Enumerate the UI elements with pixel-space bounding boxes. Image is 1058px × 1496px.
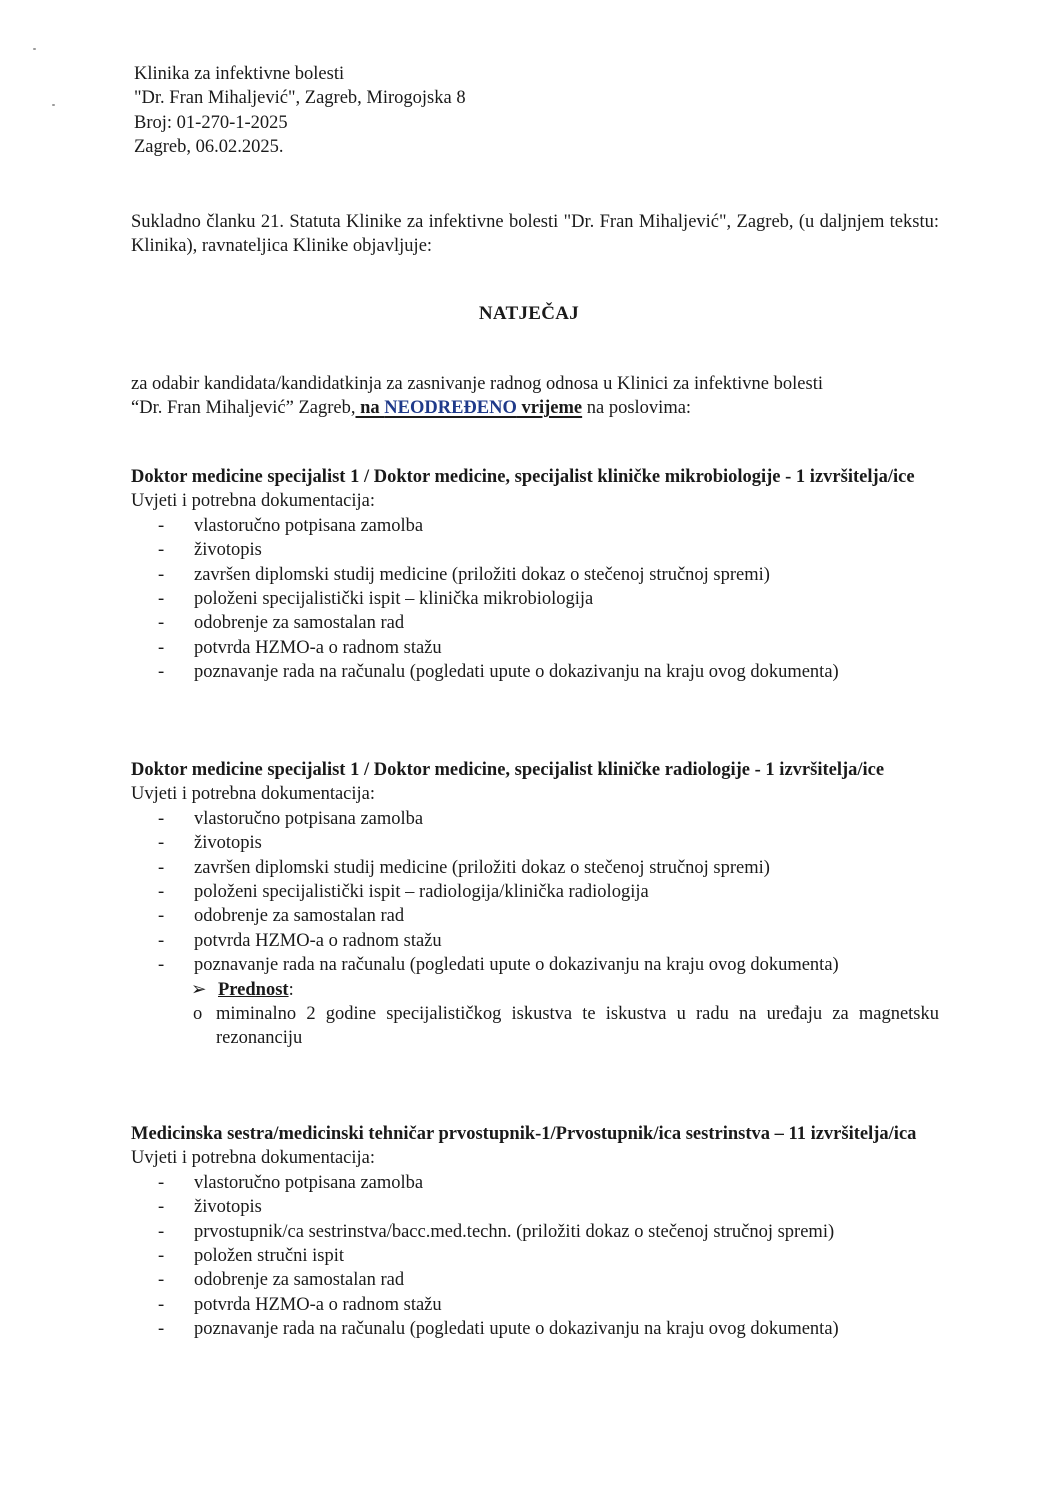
- intro-paragraph: Sukladno članku 21. Statuta Klinike za infektivne bolesti "Dr. Fran Mihaljević", Zagreb, (u daljnjem tekstu: Klinika), ravnateljica Klinike objavljuje:: [131, 212, 939, 257]
- requirement-item: - životopis: [131, 1195, 939, 1219]
- institution-name: Klinika za infektivne bolesti: [134, 64, 345, 84]
- preference-item: [131, 1002, 939, 1051]
- requirement-item: - prvostupnik/ca sestrinstva/bacc.med.techn. (priložiti dokaz o stečenoj stručnoj spremi): [131, 1220, 939, 1244]
- employment-term-highlight: [355, 398, 582, 418]
- requirement-item: - poznavanje rada na računalu (pogledati upute o dokazivanju na kraju ovog dokumenta): [131, 953, 939, 977]
- document-number: Broj: 01-270-1-2025: [134, 112, 288, 133]
- conditions-label: Uvjeti i potrebna dokumentacija:: [131, 1148, 376, 1169]
- requirement-item: - potvrda HZMO-a o radnom stažu: [131, 1293, 939, 1317]
- position-title: Doktor medicine specijalist 1 / Doktor medicine, specijalist kliničke radiologije - 1 izvršitelja/ice: [131, 760, 885, 780]
- requirement-item: - potvrda HZMO-a o radnom stažu: [131, 929, 939, 953]
- requirements-list: [131, 514, 939, 685]
- subject-paragraph: [131, 372, 939, 421]
- requirement-item: - vlastoručno potpisana zamolba: [131, 807, 939, 831]
- subject-line-1: za odabir kandidata/kandidatkinja za zasnivanje radnog odnosa u Klinici za infektivne bolesti: [131, 374, 823, 394]
- preference-label: Prednost: [218, 979, 289, 1000]
- position-title: Doktor medicine specijalist 1 / Doktor medicine, specijalist kliničke mikrobiologije - 1 izvršitelja/ice: [131, 467, 915, 487]
- requirement-item: - poznavanje rada na računalu (pogledati upute o dokazivanju na kraju ovog dokumenta): [131, 660, 939, 684]
- requirement-item: - položeni specijalistički ispit – klinička mikrobiologija: [131, 587, 939, 611]
- requirement-item: - vlastoručno potpisana zamolba: [131, 1171, 939, 1195]
- requirement-item: - odobrenje za samostalan rad: [131, 1268, 939, 1292]
- requirements-list: [131, 1171, 939, 1342]
- letterhead: [134, 62, 734, 160]
- requirement-item: - životopis: [131, 831, 939, 855]
- position-section-microbiology: [131, 465, 939, 685]
- preference-text: miminalno 2 godine specijalističkog iskustva te iskustva u radu na uređaju za magnetsku rezonanciju: [216, 1004, 939, 1049]
- requirement-item: - položen stručni ispit: [131, 1244, 939, 1268]
- circle-bullet-icon: o: [193, 1004, 203, 1025]
- scan-speck: [33, 48, 36, 50]
- subject-line-2-end: na poslovima:: [582, 398, 692, 419]
- position-section-radiology: [131, 758, 939, 1051]
- requirement-item: - životopis: [131, 538, 939, 562]
- requirement-item: - vlastoručno potpisana zamolba: [131, 514, 939, 538]
- requirement-item: - odobrenje za samostalan rad: [131, 904, 939, 928]
- requirement-item: - završen diplomski studij medicine (priložiti dokaz o stečenoj stručnoj spremi): [131, 856, 939, 880]
- position-title: Medicinska sestra/medicinski tehničar prvostupnik-1/Prvostupnik/ica sestrinstva – 11 izvršitelja/ica: [131, 1124, 917, 1144]
- preference-heading: [131, 978, 939, 1002]
- employment-term-suffix: vrijeme: [516, 398, 583, 419]
- requirement-item: - potvrda HZMO-a o radnom stažu: [131, 636, 939, 660]
- conditions-label: Uvjeti i potrebna dokumentacija:: [131, 784, 376, 805]
- scan-speck: [52, 104, 55, 106]
- requirement-item: - poznavanje rada na računalu (pogledati upute o dokazivanju na kraju ovog dokumenta): [131, 1317, 939, 1341]
- subject-line-2: [131, 396, 939, 420]
- requirements-list: [131, 807, 939, 978]
- position-section-nursing: [131, 1122, 939, 1342]
- document-title: NATJEČAJ: [478, 303, 580, 324]
- employment-term-mark: NEODREĐENO: [384, 398, 517, 419]
- requirement-item: - odobrenje za samostalan rad: [131, 611, 939, 635]
- institution-address: "Dr. Fran Mihaljević", Zagreb, Mirogojska 8: [134, 88, 466, 109]
- requirement-item: - položeni specijalistički ispit – radiologija/klinička radiologija: [131, 880, 939, 904]
- conditions-label: Uvjeti i potrebna dokumentacija:: [131, 491, 376, 512]
- document-date: Zagreb, 06.02.2025.: [134, 137, 284, 158]
- subject-line-2-start: “Dr. Fran Mihaljević” Zagreb,: [131, 398, 356, 419]
- employment-term-prefix: na: [355, 398, 385, 419]
- arrow-bullet-icon: ➢: [191, 979, 207, 1000]
- requirement-item: - završen diplomski studij medicine (priložiti dokaz o stečenoj stručnoj spremi): [131, 563, 939, 587]
- preference-colon: :: [288, 979, 294, 1000]
